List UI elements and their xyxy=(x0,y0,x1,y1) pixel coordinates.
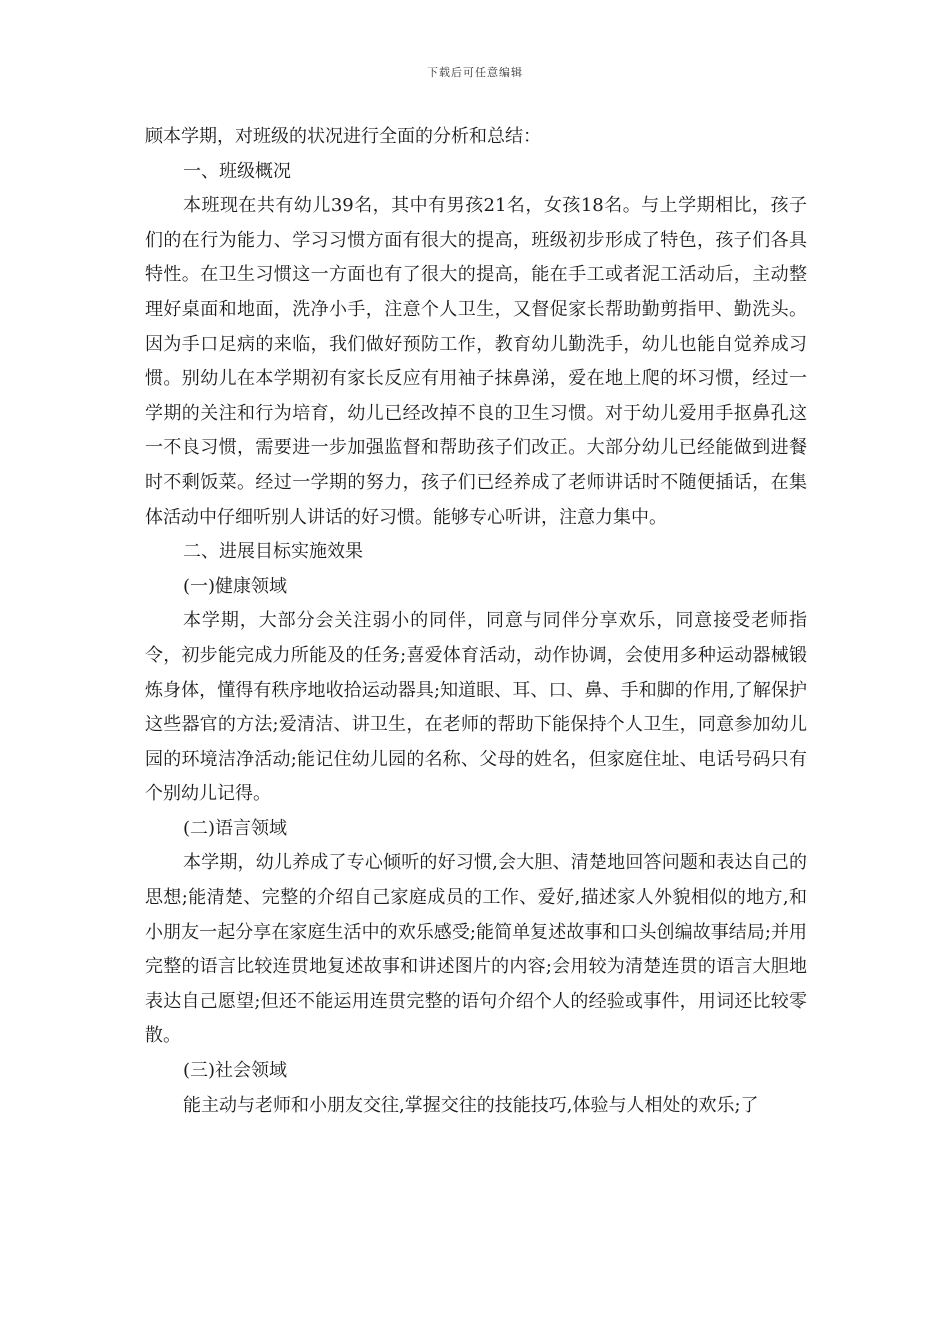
page-header: 下载后可任意编辑 xyxy=(427,66,523,79)
paragraph-social: 能主动与老师和小朋友交往,掌握交往的技能技巧,体验与人相处的欢乐;了 xyxy=(183,1094,759,1116)
subheading-language: (二)语言领域 xyxy=(183,817,288,839)
section-heading-class-overview: 一、班级概况 xyxy=(183,160,291,182)
intro-paragraph: 顾本学期，对班级的状况进行全面的分析和总结： xyxy=(145,126,541,147)
subheading-health: (一)健康领域 xyxy=(183,575,288,597)
paragraph-class-overview: 本班现在共有幼儿39名，其中有男孩21名，女孩18名。与上学期相比，孩子们的在行为能力、学习习惯方面有很大的提高，班级初步形成了特色，孩子们各具特性。在卫生习惯这一方面也有了很大的提高，能在手工或者泥工活动后，主动整理好桌面和地面，洗净小手，注意个人卫生，又督促家长帮助勤剪指甲、勤洗头。因为手口足病的来临，我们做好预防工作，教育幼儿勤洗手，幼儿也能自觉养成习惯。别幼儿在本学期初有家长反应有用袖子抹鼻涕，爱在地上爬的坏习惯，经过一学期的关注和行为培育，幼儿已经改掉不良的卫生习惯。对于幼儿爱用手抠鼻孔这一不良习惯，需要进一步加强监督和帮助孩子们改正。大部分幼儿已经能做到进餐时不剩饭菜。经过一学期的努力，孩子们已经养成了老师讲话时不随便插话，在集体活动中仔细听别人讲话的好习惯。能够专心听讲，注意力集中。 xyxy=(145,195,807,528)
paragraph-language: 本学期，幼儿养成了专心倾听的好习惯,会大胆、清楚地回答问题和表达自己的思想;能清楚、完整的介绍自己家庭成员的工作、爱好,描述家人外貌相似的地方,和小朋友一起分享在家庭生活中的欢乐感受;能简单复述故事和口头创编故事结局;并用完整的语言比较连贯地复述故事和讲述图片的内容;会用较为清楚连贯的语言大胆地表达自己愿望;但还不能运用连贯完整的语句介绍个人的经验或事件，用词还比较零散。 xyxy=(145,852,808,1047)
document-body xyxy=(145,120,807,1123)
section-heading-goals: 二、进展目标实施效果 xyxy=(183,541,363,563)
subheading-social: (三)社会领域 xyxy=(183,1060,288,1082)
paragraph-health: 本学期，大部分会关注弱小的同伴，同意与同伴分享欢乐，同意接受老师指令，初步能完成力所能及的任务;喜爱体育活动，动作协调，会使用多种运动器械锻炼身体，懂得有秩序地收拾运动器具;知道眼、耳、口、鼻、手和脚的作用,了解保护这些器官的方法;爱清洁、讲卫生，在老师的帮助下能保持个人卫生，同意参加幼儿园的环境洁净活动;能记住幼儿园的名称、父母的姓名，但家庭住址、电话号码只有个别幼儿记得。 xyxy=(145,610,807,805)
